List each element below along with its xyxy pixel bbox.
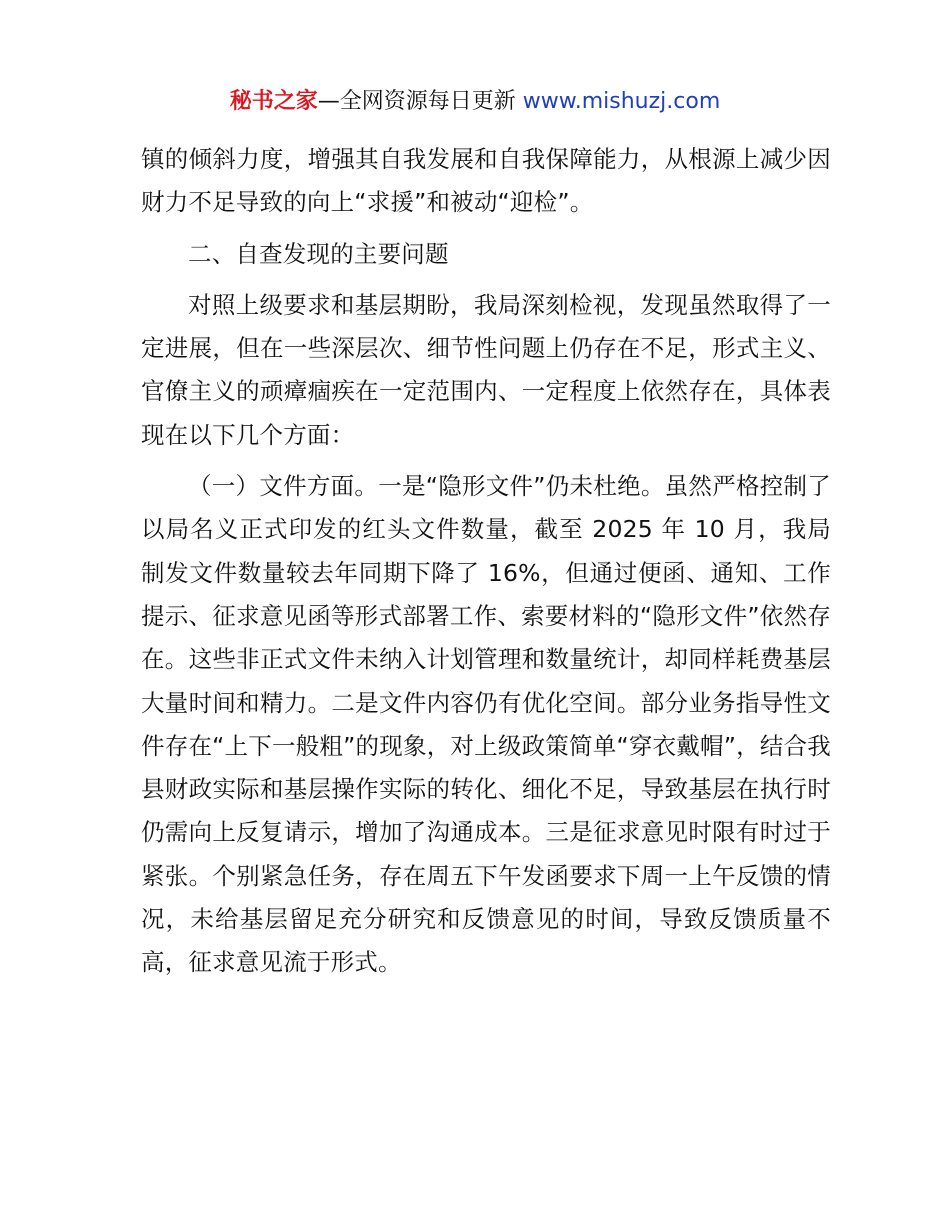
paragraph-continuation: 镇的倾斜力度，增强其自我发展和自我保障能力，从根源上减少因财力不足导致的向上“求援”和被动“迎检”。: [141, 145, 831, 217]
paragraph-documents: （一）文件方面。一是“隐形文件”仍未杜绝。虽然严格控制了以局名义正式印发的红头文件数量，截至 2025 年 10 月，我局制发文件数量较去年同期下降了 16%，但通过便函、通知、工作提示、征求意见函等形式部署工作、索要材料的“隐形文件”依然存在。这些非正式文件未纳入计划管理和数量统计，却同样耗费基层大量时间和精力。二是文件内容仍有优化空间。部分业务指导性文件存在“上下一般粗”的现象，对上级政策简单“穿衣戴帽”，结合我县财政实际和基层操作实际的转化、细化不足，导致基层在执行时仍需向上反复请示，增加了沟通成本。三是征求意见时限有时过于紧张。个别紧急任务，存在周五下午发函要求下周一上午反馈的情况，未给基层留足充分研究和反馈意见的时间，导致反馈质量不高，征求意见流于形式。: [141, 472, 831, 977]
page-header: [0, 86, 950, 118]
document-body: [141, 138, 831, 985]
header-brand: 秘书之家: [229, 89, 318, 114]
section-heading: 二、自查发现的主要问题: [188, 239, 449, 268]
paragraph-intro: 对照上级要求和基层期盼，我局深刻检视，发现虽然取得了一定进展，但在一些深层次、细节性问题上仍存在不足，形式主义、官僚主义的顽瘴痼疾在一定范围内、一定程度上依然存在，具体表现在以下几个方面：: [141, 290, 831, 449]
header-tagline: —全网资源每日更新: [317, 89, 523, 114]
header-url-link[interactable]: www.mishuzj.com: [522, 89, 721, 114]
